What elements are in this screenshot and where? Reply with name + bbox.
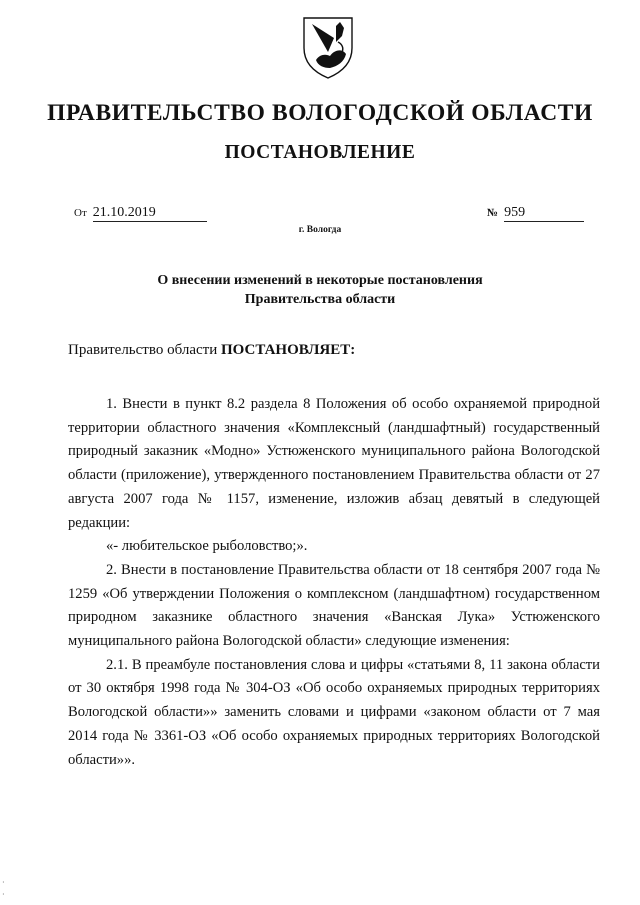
- document-type: ПОСТАНОВЛЕНИЕ: [224, 142, 416, 163]
- preamble: [68, 342, 355, 359]
- date-prefix: От: [74, 207, 87, 219]
- paragraph: 1. Внести в пункт 8.2 раздела 8 Положения об особо охраняемой природной территории областного значения «Комплексный (ландшафтный) государственный природный заказник «Модно» Устюженского муниципального района Вологодской области (приложение), утвержденного постановлением Правительства области от 27 августа 2007 года № 1157, изменение, изложив абзац девятый в следующей редакции:: [68, 396, 600, 531]
- preamble-text: Правительство области: [68, 342, 218, 358]
- document-body: [68, 393, 600, 772]
- scan-mark: ·: [2, 878, 5, 887]
- scan-mark: ·: [2, 890, 5, 899]
- organization-title: ПРАВИТЕЛЬСТВО ВОЛОГОДСКОЙ ОБЛАСТИ: [47, 100, 593, 126]
- paragraph: 2. Внести в постановление Правительства области от 18 сентября 2007 года № 1259 «Об утверждении Положения о комплексном (ландшафтном) государственном природном заказнике областного значения «Ванская Лука» Устюженского муниципального района Вологодской области» следующие изменения:: [68, 561, 600, 650]
- preamble-bold: ПОСТАНОВЛЯЕТ:: [220, 342, 356, 358]
- city: г. Вологда: [298, 225, 342, 235]
- document-subject: [0, 271, 640, 309]
- document-number: [487, 205, 584, 222]
- number-value: 959: [504, 205, 584, 222]
- subject-line-1: О внесении изменений в некоторые постановления: [157, 273, 483, 288]
- number-prefix: №: [487, 207, 499, 219]
- date-value: 21.10.2019: [93, 205, 207, 222]
- paragraph: «- любительское рыболовство;».: [106, 538, 308, 555]
- document-date: [74, 205, 207, 222]
- subject-line-2: Правительства области: [244, 292, 396, 307]
- coat-of-arms-icon: [300, 14, 356, 80]
- paragraph: 2.1. В преамбуле постановления слова и цифры «статьями 8, 11 закона области от 30 октября 1998 года № 304-ОЗ «Об особо охраняемых природных территориях Вологодской области»» заменить словами и цифрами «законом области от 7 мая 2014 года № 3361-ОЗ «Об особо охраняемых природных территориях Вологодской области»».: [68, 656, 600, 768]
